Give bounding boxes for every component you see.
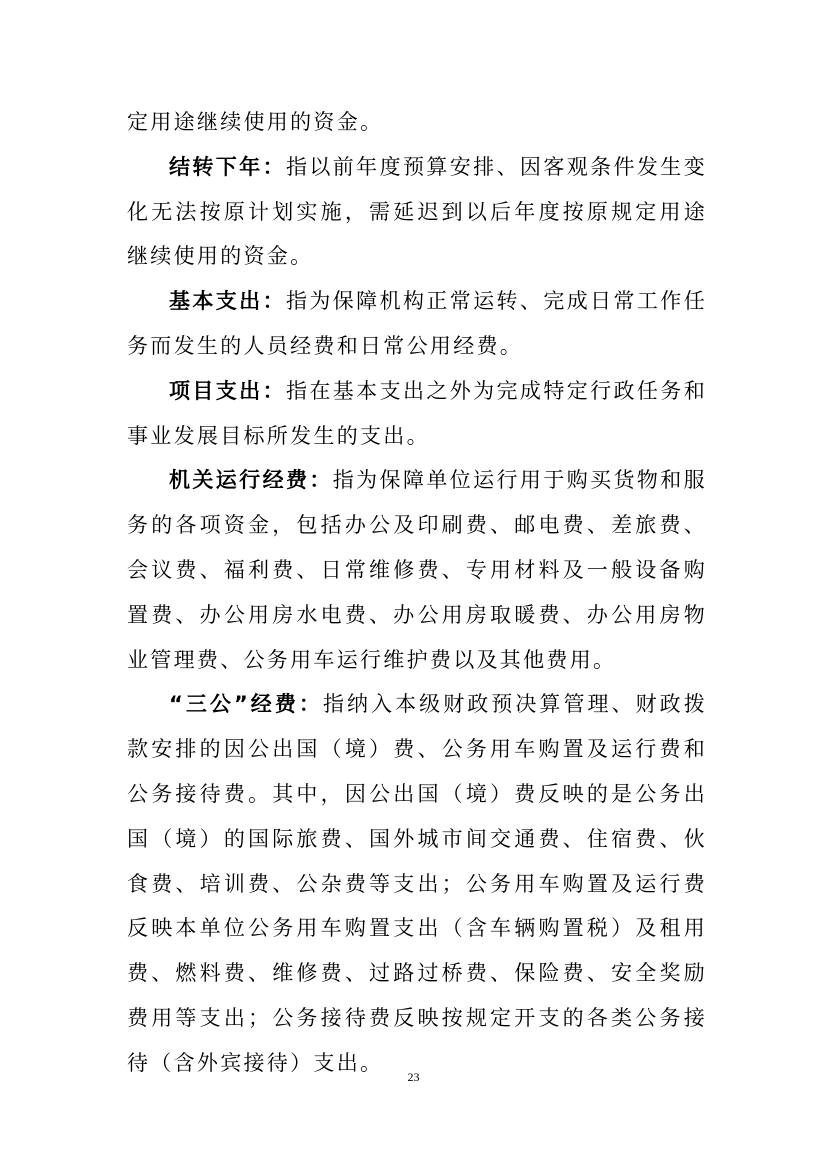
term-label: 项目支出： [169, 378, 286, 403]
paragraph-text: 指为保障单位运行用于购买货物和服务的各项资金，包括办公及印刷费、邮电费、差旅费、会议费、福利费、日常维修费、专用材料及一般设备购置费、办公用房水电费、办公用房取暖费、办公用房物业管理费、公务用车运行维护费以及其他费用。 [127, 468, 707, 672]
term-label: 机关运行经费： [169, 468, 333, 493]
paragraph-text: 指在基本支出之外为完成特定行政任务和事业发展目标所发生的支出。 [127, 378, 708, 448]
paragraph-text: 定用途继续使用的资金。 [127, 110, 384, 134]
paragraph-carryover-next-year [127, 145, 707, 279]
paragraph-text: 指为保障机构正常运转、完成日常工作任务而发生的人员经费和日常公用经费。 [127, 289, 708, 358]
paragraph-continuation [127, 100, 707, 145]
term-label: “三公”经费： [169, 692, 323, 717]
paragraph-text: 指纳入本级财政预决算管理、财政拨款安排的因公出国（境）费、公务用车购置及运行费和公务接待费。其中，因公出国（境）费反映的是公务出国（境）的国际旅费、国外城市间交通费、住宿费、伙食费、培训费、公杂费等支出；公务用车购置及运行费反映本单位公务用车购置支出（含车辆购置税）及租用费、燃料费、维修费、过路过桥费、保险费、安全奖励费用等支出；公务接待费反映按规定开支的各类公务接待（含外宾接待）支出。 [127, 692, 707, 1075]
term-label: 结转下年： [169, 154, 286, 179]
body-text [127, 100, 707, 1086]
paragraph-operating-expenses [127, 458, 707, 682]
term-label: 基本支出： [169, 289, 286, 314]
paragraph-text: 指以前年度预算安排、因客观条件发生变化无法按原计划实施，需延迟到以后年度按原规定用途继续使用的资金。 [127, 154, 708, 269]
paragraph-basic-expenditure [127, 279, 707, 369]
paragraph-three-public-expenses [127, 682, 707, 1085]
paragraph-project-expenditure [127, 369, 707, 459]
page-number: 23 [407, 1070, 420, 1084]
